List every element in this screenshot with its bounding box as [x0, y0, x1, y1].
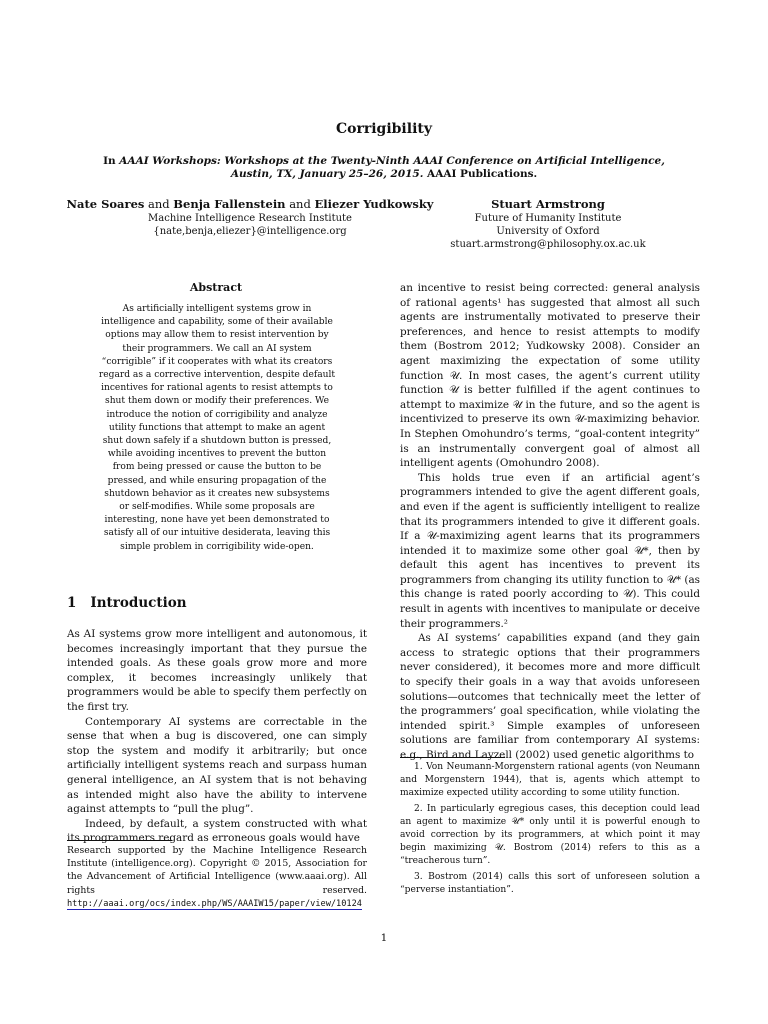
paper-title: Corrigibility	[335, 121, 432, 137]
section-number: 1	[67, 595, 77, 611]
paragraph: Contemporary AI systems are correctable in the sense that when a bug is discovered, one can simply stop the system and modify it arbitrarily; but once artificially intelligent systems reach and surpass human general intelligence, an AI system that is not behaving as intended might also have the ability to intervene against attempts to “pull the plug”.	[67, 715, 367, 816]
affiliation-left: Machine Intelligence Research Institute	[148, 213, 352, 224]
paragraph: an incentive to resist being corrected: general analysis of rational agents¹ has suggested that almost all such agents are instrumentally motivated to preserve their preferences, and hence to resist attempts to modify them (Bostrom 2012; Yudkowsky 2008). Consider an agent maximizing the expectation of some utility function 𝒰. In most cases, the agent’s current utility function 𝒰 is better fulfilled if the agent continues to attempt to maximize 𝒰 in the future, and so the agent is incentivized to preserve its own 𝒰-maximizing behavior. In Stephen Omohundro’s terms, “goal-content integrity” is an instrumentally convergent goal of almost all intelligent agents (Omohundro 2008).	[400, 282, 700, 470]
author-group-right	[388, 198, 708, 251]
footnote-3: 3. Bostrom (2014) calls this sort of unforeseen solution a “perverse instantiation”.	[400, 872, 700, 895]
venue-line	[90, 155, 678, 181]
section-heading	[67, 595, 201, 611]
paragraph: Indeed, by default, a system constructed with what its programmers regard as erroneous goals would have	[67, 817, 367, 845]
footnotes-right	[400, 761, 700, 900]
author-names-right	[388, 198, 708, 211]
author-name: Stuart Armstrong	[491, 197, 605, 211]
right-column-body	[400, 281, 700, 763]
author-names-left	[60, 198, 440, 211]
venue-italic: AAAI Workshops: Workshops at the Twenty-Ninth AAAI Conference on Artificial Intelligence, Austin, TX, January 25–26, 2015.	[119, 155, 665, 180]
author-name: Eliezer Yudkowsky	[314, 197, 434, 211]
paragraph: As AI systems grow more intelligent and autonomous, it becomes increasingly important that they pursue the intended goals. As these goals grow more and more complex, it becomes increasingly unlikely that programmers would be able to specify them perfectly on the first try.	[67, 628, 367, 713]
abstract-text: As artificially intelligent systems grow in intelligence and capability, some of their available options may allow them to resist intervention by their programmers. We call an AI system “corrigible” if it cooperates with what its creators regard as a corrective intervention, despite default incentives for rational agents to resist attempts to shut them down or modify their preferences. We introduce the notion of corrigibility and analyze utility functions that attempt to make an agent shut down safely if a shutdown button is pressed, while avoiding incentives to prevent the button from being pressed or cause the button to be pressed, and while ensuring propagation of the shutdown behavior as it creates new subsystems or self-modifies. While some proposals are interesting, none have yet been demonstrated to satisfy all of our intuitive desiderata, leaving this simple problem in corrigibility wide-open.	[98, 304, 336, 552]
footnote-text: Research supported by the Machine Intelligence Research Institute (intelligence.org). Copyright © 2015, Association for the Advancement of Artificial Intelligence (www.aaai.org). All rights reserved.	[67, 845, 367, 896]
footnote-rule-right	[400, 757, 505, 758]
venue-prefix: In	[103, 155, 120, 167]
venue-suffix: AAAI Publications.	[423, 168, 538, 180]
paragraph: This holds true even if an artificial agent’s programmers intended to give the agent different goals, and even if the agent is sufficiently intelligent to realize that its programmers intended to give it different goals. If a 𝒰-maximizing agent learns that its programmers intended it to maximize some other goal 𝒰*, then by default this agent has incentives to prevent its programmers from changing its utility function to 𝒰* (as this change is rated poorly according to 𝒰). This could result in agents with incentives to manipulate or deceive their programmers.²	[400, 471, 700, 630]
footnote-copyright	[67, 844, 367, 911]
paper-url-link[interactable]: http://aaai.org/ocs/index.php/WS/AAAIW15/paper/view/10124	[67, 898, 362, 909]
author-group-left	[60, 198, 440, 238]
left-column-body	[67, 627, 367, 846]
email-left: {nate,benja,eliezer}@intelligence.org	[153, 226, 347, 237]
section-title: Introduction	[90, 595, 187, 611]
paragraph: As AI systems’ capabilities expand (and they gain access to strategic options that their programmers never considered), it becomes more and more difficult to specify their goals in a way that avoids unforeseen solutions—outcomes that technically meet the letter of the programmers’ goal specification, while violating the intended spirit.³ Simple examples of unforeseen solutions are familiar from contemporary AI systems: e.g., Bird and Layzell (2002) used genetic algorithms to	[400, 632, 700, 761]
affiliation-right-2: University of Oxford	[496, 226, 600, 237]
affiliation-right-1: Future of Humanity Institute	[474, 213, 622, 224]
abstract-heading: Abstract	[189, 281, 243, 294]
footnote-2: 2. In particularly egregious cases, this deception could lead an agent to maximize 𝒰* only until it is powerful enough to avoid correction by its programmers, at which point it may begin maximizing 𝒰. Bostrom (2014) refers to this as a “treacherous turn”.	[400, 804, 700, 866]
footnote-1: 1. Von Neumann-Morgenstern rational agents (von Neumann and Morgenstern 1944), that is, agents which attempt to maximize expected utility according to some utility function.	[400, 762, 700, 798]
author-separator: and	[144, 197, 174, 211]
author-name: Nate Soares	[66, 197, 145, 211]
author-name: Benja Fallenstein	[173, 197, 286, 211]
page-number: 1	[380, 932, 388, 944]
footnote-rule-left	[67, 840, 172, 841]
author-separator: and	[285, 197, 315, 211]
email-right: stuart.armstrong@philosophy.ox.ac.uk	[450, 239, 646, 250]
